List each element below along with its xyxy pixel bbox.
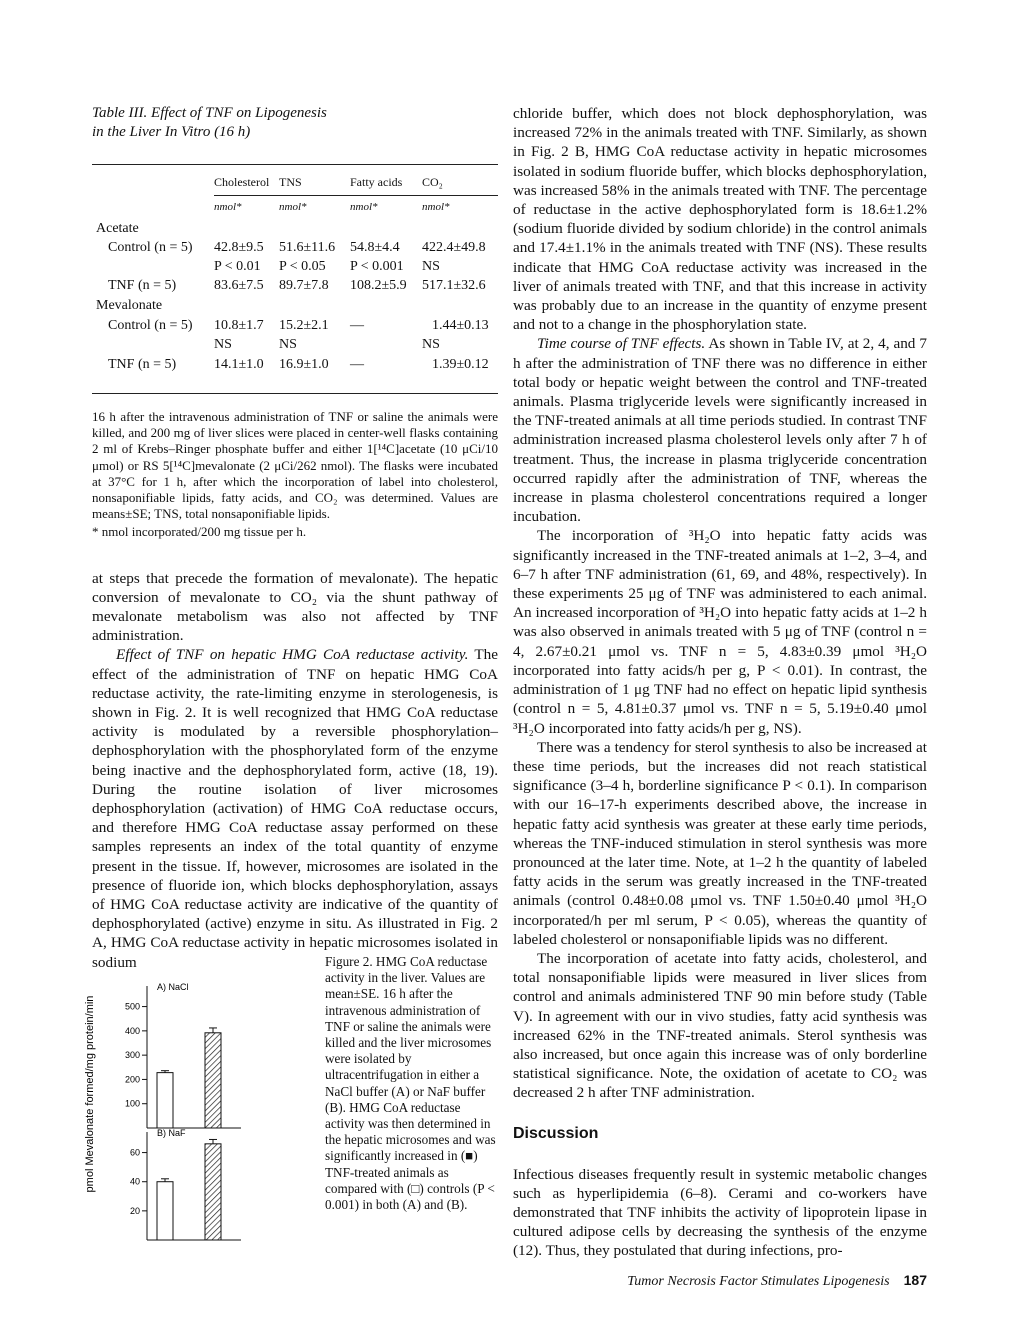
table-cell: P < 0.05 [279,259,326,274]
section-heading-discussion: Discussion [513,1124,599,1142]
body-paragraph: The incorporation of ³H₂O into hepatic fatty acids was significantly increased in the TNF-treated animals at 1–2, 3–4, and 6–7 h after TNF administration (61, 69, and 48%, respectively). In these experiments 25 μg of TNF was administered to each animal. An increased incorporation of ³H₂O into hepatic fatty acids at 1–2 h was also observed in animals treated with 5 μg of TNF (control n = 4, 2.67±0.21 μmol vs. TNF n = 5, 4.83±0.39 μmol ³H₂O incorporated into fatty acids/h per g, P < 0.01). In contrast, the administration of 1 μg TNF had no effect on hepatic lipid synthesis (control n = 5, 4.81±0.37 μmol vs. TNF n = 5, 5.19±0.40 μmol ³H₂O incorporated into fatty acids/h per g, NS). [513,527,927,737]
bar-control [157,1182,173,1240]
col-header-fatty-acids: Fatty acids [350,175,403,189]
section-run-in-head: Effect of TNF on hepatic HMG CoA reductase activity. [116,646,469,664]
table-note: 16 h after the intravenous administration of TNF or saline the animals were killed, and 200 mg of liver slices were placed in center-well flasks containing 2 ml of Krebs–Ringer phosphate buffer and either 1[¹⁴C]acetate (10 μCi/10 μmol) or RS 5[¹⁴C]mevalonate (2 μCi/262 nmol). The flasks were incubated at 37°C for 1 h, after which the incorporation of label into cholesterol, nonsaponifiable lipids, fatty acids, and CO₂ was determined. Values are means±SE; TNS, total nonsaponifiable lipids. [92,409,498,522]
body-paragraph: chloride buffer, which does not block dephosphorylation, was increased 72% in the animals treated with TNF. Similarly, as shown in Fig. 2 B, HMG CoA reductase activity in hepatic microsomes isolated in sodium fluoride buffer, which blocks dephosphorylation, was increased 58% in the animals treated with TNF. The percentage of reductase in the active dephosphorylated form is 18.6±1.2% (sodium fluoride divided by sodium chloride) in the control animals and 17.4±1.1% in the animals treated with TNF (NS). These results indicate that HMG CoA reductase activity was increased in the liver of animals treated with TNF, and that this increase in activity was probably due to an increase in the quantity of enzyme present and not to a change in the phosphorylation state. [513,105,927,334]
y-tick-label: 500 [124,1001,140,1012]
table-cell: 108.2±5.9 [350,278,407,293]
table-cell: 1.39±0.12 [432,357,489,372]
table-cell: 1.44±0.13 [432,318,489,333]
bar-tnf [205,1033,221,1128]
table-cell: P < 0.001 [350,259,404,274]
table-cell: NS [422,337,440,352]
figure-2-bar-chart [75,952,325,1248]
bar-control [157,1073,173,1128]
table-cell: 422.4±49.8 [422,240,486,255]
col-unit: nmol* [350,201,378,213]
header-rule [214,195,498,196]
bar-tnf [205,1144,221,1240]
panel-label: A) NaCl [157,982,189,992]
row-label: Control (n = 5) [108,240,193,255]
running-title: Tumor Necrosis Factor Stimulates Lipogenesis [627,1274,890,1289]
row-label: TNF (n = 5) [108,357,177,372]
left-column [92,104,498,972]
col-unit: nmol* [214,201,242,213]
body-paragraph: The incorporation of acetate into fatty acids, cholesterol, and total nonsaponifiable lipids were measured in liver slices from control and animals administered TNF 90 min before study (Table V). In agreement with our in vivo studies, fatty acid synthesis was increased 62% in the TNF-treated animals. Sterol synthesis was also increased, but once again this increase was of only borderline statistical significance. Note, the oxidation of acetate to CO₂ was decreased 2 h after TNF administration. [513,949,927,1102]
y-tick-label: 60 [129,1147,140,1158]
y-tick-label: 100 [124,1098,140,1109]
table-cell: P < 0.01 [214,259,261,274]
panel-b [130,1128,241,1240]
col-unit: nmol* [422,201,450,213]
y-tick-label: 400 [124,1025,140,1036]
table-cell: 42.8±9.5 [214,240,264,255]
body-paragraph [92,645,498,971]
table-cell: — [350,357,364,372]
group-label-mevalonate: Mevalonate [96,298,163,313]
table-cell: NS [422,259,440,274]
table-cell: NS [214,337,232,352]
panel-label: B) NaF [157,1128,186,1138]
table-bottom-rule [92,393,498,394]
figure-2 [75,952,505,1252]
right-column [513,104,927,1261]
page-number: 187 [903,1272,927,1288]
row-label: TNF (n = 5) [108,278,177,293]
section-run-in-head: Time course of TNF effects. [537,335,706,353]
y-tick-label: 20 [129,1205,140,1216]
table-title: Table III. Effect of TNF on Lipogenesis [92,105,327,121]
col-unit: nmol* [279,201,307,213]
table-cell: 14.1±1.0 [214,357,264,372]
table-subtitle: in the Liver In Vitro (16 h) [92,124,251,140]
y-tick-label: 300 [124,1050,140,1061]
table-cell: 89.7±7.8 [279,278,329,293]
body-paragraph [513,334,927,526]
table-cell: 15.2±2.1 [279,318,329,333]
table-cell: 517.1±32.6 [422,278,486,293]
table-cell: 16.9±1.0 [279,357,329,372]
table-cell: 10.8±1.7 [214,318,264,333]
y-axis-label: pmol Mevalonate formed/mg protein/min [84,995,96,1193]
table-cell: NS [279,337,297,352]
col-header-co2: CO₂ [422,175,443,189]
body-paragraph: Infectious diseases frequently result in systemic metabolic changes such as hyperlipidemia (6–8). Cerami and co-workers have demonstrated that TNF inhibits the activity of lipoprotein lipase in cultured adipose cells by decreasing the synthesis of the enzyme (12). Thus, they postulated that during infections, pro- [513,1165,927,1260]
group-label-acetate: Acetate [96,221,139,236]
table-iii [92,165,498,401]
table-cell: 51.6±11.6 [279,240,336,255]
table-cell: 54.8±4.4 [350,240,400,255]
paragraph-text: The effect of the administration of TNF on hepatic HMG CoA reductase activity, the rate-limiting enzyme in sterologenesis, is shown in Fig. 2. It is well recognized that HMG CoA reductase activity is modulated by a reversible phosphorylation–dephosphorylation with the phosphorylated form of the enzyme being inactive and the dephosphorylated form, active (18, 19). During the routine isolation of liver microsomes dephosphorylation (activation) of HMG CoA reductase occurs, and therefore HMG CoA reductase assay performed on these samples represents an index of the total quantity of enzyme present in the tissue. If, however, microsomes are isolated in the presence of fluoride ion, which blocks dephosphorylation, assays of HMG CoA reductase activity are indicative of the quantity of dephosphorylated (active) enzyme in situ. As illustrated in Fig. 2 A, HMG CoA reductase activity in hepatic microsomes isolated in sodium [92,646,499,971]
y-tick-label: 40 [129,1176,140,1187]
figure-caption: Figure 2. HMG CoA reductase activity in the liver. Values are mean±SE. 16 h after the intravenous administration of TNF or saline the animals were killed and the liver microsomes were isolated by ultracentrifugation in either a NaCl buffer (A) or NaF buffer (B). HMG CoA reductase activity was then determined in the hepatic microsomes and was significantly increased in (■) TNF-treated animals as compared with (□) controls (P < 0.001) in both (A) and (B). [325,954,496,1213]
panel-a [125,982,241,1128]
col-header-tns: TNS [279,175,302,189]
y-tick-label: 200 [124,1074,140,1085]
paragraph-text: As shown in Table IV, at 2, 4, and 7 h after the administration of TNF there was no difference in either total body or hepatic weight between the control and TNF-treated animals. Plasma triglyceride levels were significantly increased in the TNF-treated animals at all time periods studied. In contrast TNF administration increased plasma cholesterol levels only after 7 h of treatment. Thus, the increase in plasma triglyceride concentration occurred rapidly after the administration of TNF, whereas the increase in plasma cholesterol concentrations required a longer incubation. [513,335,927,526]
table-cell: 83.6±7.5 [214,278,264,293]
row-label: Control (n = 5) [108,318,193,333]
body-paragraph: There was a tendency for sterol synthesis to also be increased at these time periods, but the increases did not reach statistical significance (3–4 h, borderline significance P < 0.1). In comparison with our 16–17-h experiments described above, the increase in hepatic fatty acid synthesis was greater at these early time periods, whereas the TNF-induced stimulation in sterol synthesis was more pronounced at the later time. Note, at 1–2 h the quantity of labeled fatty acids in the serum was greatly increased in the TNF-treated animals (control 0.48±0.08 μmol vs. TNF 1.50±0.40 μmol ³H₂O incorporated/h per ml serum, P < 0.05), whereas the quantity of labeled cholesterol or nonsaponifiable lipids was no different. [513,738,927,948]
table-cell: — [350,318,364,333]
page-footer [627,1272,927,1290]
body-paragraph: at steps that precede the formation of mevalonate). The hepatic conversion of mevalonate to CO₂ via the shunt pathway of mevalonate metabolism was also not affected by TNF administration. [92,569,498,645]
table-footnote: * nmol incorporated/200 mg tissue per h. [92,524,307,540]
col-header-cholesterol: Cholesterol [214,175,270,189]
